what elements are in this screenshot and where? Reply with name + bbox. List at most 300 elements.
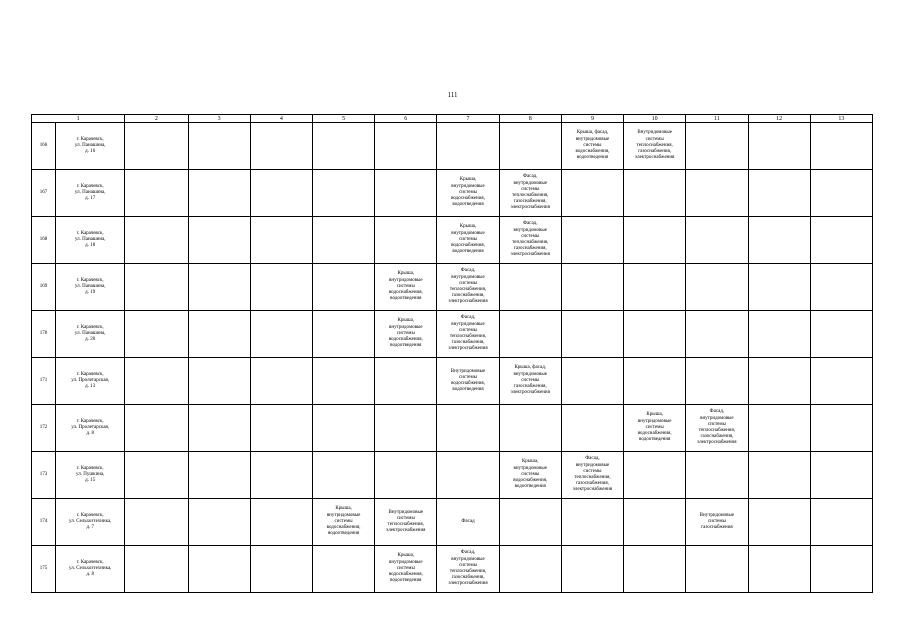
- work-cell-col-13: [810, 264, 872, 311]
- cell-line: Внутридомовые: [699, 512, 735, 518]
- column-header-6: 6: [375, 115, 437, 123]
- cell-line: д. 7: [86, 525, 94, 531]
- work-cell-col-9: [561, 358, 623, 405]
- work-cell-col-2: [125, 358, 188, 405]
- work-cell-col-11: [686, 311, 748, 358]
- cell-line: водоснабжения,: [637, 431, 672, 437]
- cell-line: внутридомовые: [451, 230, 485, 236]
- cell-line: ул. Панашина,: [74, 142, 106, 148]
- cell-line: д. 8: [86, 431, 94, 437]
- cell-line: электроснабжения: [448, 299, 488, 305]
- cell-line: Фасад,: [460, 550, 476, 556]
- cell-line: теплоснабжения,: [449, 334, 487, 339]
- work-cell-col-10: [624, 264, 686, 311]
- column-header-7: 7: [437, 115, 499, 123]
- cell-line: электроснабжения: [635, 155, 675, 161]
- row-number: 174: [32, 499, 56, 546]
- cell-line: ул. Сельхозтехника,: [68, 518, 112, 524]
- cell-line: водоснабжения,: [575, 149, 610, 155]
- cell-line: внутридомовые: [700, 415, 734, 421]
- work-cell-col-4: [250, 264, 312, 311]
- work-cell-col-13: [810, 311, 872, 358]
- cell-line: внутридомовые: [389, 277, 423, 283]
- cell-line: ул. Пролетарская,: [71, 377, 110, 383]
- work-cell-col-3: [188, 170, 250, 217]
- cell-line: Фасад,: [523, 221, 538, 227]
- work-cell-col-11: [686, 405, 748, 452]
- work-cell-col-13: [810, 546, 872, 593]
- cell-line: ул. Панашина,: [74, 283, 106, 289]
- work-cell-col-13: [810, 499, 872, 546]
- work-cell-col-13: [810, 170, 872, 217]
- work-cell-col-9: [561, 264, 623, 311]
- work-cell-col-8: [499, 311, 561, 358]
- cell-line: газоснабжения,: [513, 384, 547, 390]
- cell-line: системы: [458, 236, 478, 242]
- repair-schedule-table: [31, 114, 873, 593]
- row-number: 175: [32, 546, 56, 593]
- work-cell-col-5: [312, 311, 374, 358]
- column-header-2: 2: [125, 115, 188, 123]
- work-cell-col-13: [810, 217, 872, 264]
- building-address: [56, 405, 125, 452]
- work-cell-col-8: [499, 546, 561, 593]
- cell-line: внутридомовые: [451, 274, 485, 280]
- work-cell-col-3: [188, 499, 250, 546]
- building-address: [56, 170, 125, 217]
- table-row: [32, 264, 873, 311]
- work-cell-col-5: [312, 499, 374, 546]
- work-cell-col-7: [437, 452, 499, 499]
- work-cell-col-2: [125, 264, 188, 311]
- table-row: [32, 170, 873, 217]
- table-row: [32, 452, 873, 499]
- cell-line: Фасад: [461, 518, 475, 524]
- work-cell-col-12: [748, 123, 810, 170]
- cell-line: д. 18: [85, 243, 96, 249]
- building-address: [56, 123, 125, 170]
- building-address: [56, 217, 125, 264]
- work-cell-col-2: [125, 123, 188, 170]
- work-cell-col-7: [437, 405, 499, 452]
- work-cell-col-9: [561, 452, 623, 499]
- work-cell-col-5: [312, 264, 374, 311]
- cell-line: водоснабжения,: [451, 196, 485, 202]
- cell-line: внутридомовые: [451, 183, 485, 189]
- work-cell-col-8: [499, 170, 561, 217]
- cell-line: водоотведения: [327, 531, 360, 537]
- work-cell-col-11: [686, 264, 748, 311]
- cell-line: г. Карачевск,: [76, 230, 104, 236]
- cell-line: ул. Пушкина,: [75, 471, 105, 477]
- work-cell-col-10: [624, 452, 686, 499]
- work-cell-col-3: [188, 546, 250, 593]
- cell-line: системы: [396, 565, 415, 571]
- column-header-4: 4: [250, 115, 312, 123]
- cell-line: газоснабжения,: [700, 434, 734, 440]
- cell-line: системы: [583, 142, 602, 148]
- cell-line: Внутридомовые: [450, 368, 486, 374]
- table-body: [32, 123, 873, 593]
- cell-line: системы: [458, 280, 478, 286]
- table-row: [32, 217, 873, 264]
- work-cell-col-12: [748, 311, 810, 358]
- table-row: [32, 123, 873, 170]
- row-number: 168: [32, 217, 56, 264]
- cell-line: ул. Панашина,: [74, 330, 106, 336]
- cell-line: системы: [707, 421, 726, 427]
- work-cell-col-3: [188, 123, 250, 170]
- cell-line: теплоснабжения,: [512, 240, 549, 245]
- work-cell-col-11: [686, 217, 748, 264]
- work-cell-col-6: [375, 217, 437, 264]
- cell-line: электроснабжения: [697, 440, 737, 446]
- cell-line: газоснабжения,: [513, 246, 547, 252]
- row-number: 173: [32, 452, 56, 499]
- cell-line: Крыша,: [397, 271, 415, 277]
- work-cell-col-2: [125, 217, 188, 264]
- cell-line: г. Карачевск,: [76, 371, 104, 377]
- cell-line: Крыша,: [646, 412, 663, 418]
- cell-line: электроснабжения: [572, 487, 613, 493]
- header-row: [32, 115, 873, 123]
- work-cell-col-11: [686, 123, 748, 170]
- cell-line: Внутридомовые: [637, 130, 672, 136]
- cell-line: системы: [458, 189, 478, 195]
- work-cell-col-10: [624, 170, 686, 217]
- work-cell-col-2: [125, 452, 188, 499]
- work-cell-col-10: [624, 358, 686, 405]
- cell-line: системы: [396, 515, 415, 521]
- work-cell-col-12: [748, 170, 810, 217]
- cell-line: ул. Пролетарская,: [71, 424, 110, 430]
- work-cell-col-11: [686, 358, 748, 405]
- work-cell-col-2: [125, 405, 188, 452]
- work-cell-col-4: [250, 499, 312, 546]
- work-cell-col-8: [499, 264, 561, 311]
- work-cell-col-7: [437, 264, 499, 311]
- work-cell-col-6: [375, 123, 437, 170]
- work-cell-col-11: [686, 452, 748, 499]
- work-cell-col-10: [624, 405, 686, 452]
- column-header-13: 13: [810, 115, 872, 123]
- work-cell-col-8: [499, 358, 561, 405]
- work-cell-col-2: [125, 546, 188, 593]
- cell-line: водоотведения: [514, 484, 546, 490]
- work-cell-col-8: [499, 123, 561, 170]
- building-address: [56, 358, 125, 405]
- cell-line: системы: [334, 518, 353, 524]
- table-row: [32, 546, 873, 593]
- column-header-10: 10: [624, 115, 686, 123]
- work-cell-col-7: [437, 170, 499, 217]
- cell-line: Крыша,: [459, 224, 477, 230]
- building-address: [56, 546, 125, 593]
- cell-line: теплоснабжения,: [449, 287, 487, 292]
- cell-line: д. 20: [85, 337, 96, 343]
- building-address: [56, 452, 125, 499]
- cell-line: водоотведения: [452, 202, 484, 208]
- cell-line: газоснабжения: [701, 525, 733, 531]
- cell-line: г. Карачевск,: [76, 512, 104, 518]
- work-cell-col-4: [250, 311, 312, 358]
- work-cell-col-7: [437, 499, 499, 546]
- cell-line: Внутридомовые: [388, 509, 424, 515]
- cell-line: внутридомовые: [326, 512, 361, 518]
- cell-line: системы: [521, 186, 540, 192]
- table-header: [32, 115, 873, 123]
- work-cell-col-2: [125, 170, 188, 217]
- work-cell-col-10: [624, 499, 686, 546]
- cell-line: электроснабжения: [448, 581, 488, 587]
- work-cell-col-3: [188, 358, 250, 405]
- building-address: [56, 499, 125, 546]
- cell-line: г. Карачевск,: [76, 324, 104, 330]
- work-cell-col-9: [561, 499, 623, 546]
- work-cell-col-6: [375, 170, 437, 217]
- work-cell-col-6: [375, 405, 437, 452]
- cell-line: водоснабжения,: [388, 290, 423, 296]
- work-cell-col-5: [312, 546, 374, 593]
- work-cell-col-2: [125, 499, 188, 546]
- cell-line: внутридомовые: [513, 371, 547, 377]
- cell-line: д. 15: [85, 478, 96, 484]
- cell-line: Крыша, фасад,: [514, 365, 546, 371]
- work-cell-col-12: [748, 546, 810, 593]
- work-cell-col-8: [499, 217, 561, 264]
- cell-line: водоотведения: [576, 155, 609, 161]
- work-cell-col-6: [375, 546, 437, 593]
- cell-line: внутридомовые: [451, 556, 485, 562]
- work-cell-col-12: [748, 264, 810, 311]
- building-address: [56, 264, 125, 311]
- cell-line: д. 17: [85, 196, 96, 202]
- cell-line: водоснабжения,: [451, 243, 485, 249]
- cell-line: системы: [521, 471, 540, 477]
- row-number: 166: [32, 123, 56, 170]
- cell-line: внутридомовые: [513, 227, 547, 233]
- work-cell-col-10: [624, 123, 686, 170]
- work-cell-col-2: [125, 311, 188, 358]
- cell-line: водоотведения: [639, 437, 671, 443]
- cell-line: ул. Сельхозтехника,: [68, 565, 112, 571]
- work-cell-col-5: [312, 170, 374, 217]
- row-number: 170: [32, 311, 56, 358]
- work-cell-col-4: [250, 358, 312, 405]
- page-number: 111: [447, 91, 458, 99]
- work-cell-col-12: [748, 405, 810, 452]
- work-cell-col-3: [188, 452, 250, 499]
- cell-line: Фасад,: [460, 268, 476, 274]
- cell-line: Крыша,: [459, 177, 477, 183]
- cell-line: водоснабжения,: [326, 525, 361, 531]
- cell-line: газоснабжения,: [451, 293, 485, 299]
- work-cell-col-5: [312, 123, 374, 170]
- table-row: [32, 358, 873, 405]
- column-header-5: 5: [312, 115, 374, 123]
- cell-line: внутридомовые: [513, 180, 547, 186]
- cell-line: Крыша,: [397, 553, 415, 559]
- work-cell-col-3: [188, 405, 250, 452]
- cell-line: д. 19: [85, 290, 96, 296]
- cell-line: ул. Панашина,: [74, 189, 106, 195]
- cell-line: внутридомовые: [513, 465, 547, 471]
- column-header-3: 3: [188, 115, 250, 123]
- cell-line: г. Карачевск,: [76, 277, 104, 283]
- cell-line: водоснабжения,: [388, 337, 423, 343]
- row-number: 167: [32, 170, 56, 217]
- work-cell-col-13: [810, 405, 872, 452]
- work-cell-col-10: [624, 546, 686, 593]
- cell-line: теплоснабжения,: [512, 193, 549, 198]
- cell-line: Крыша,: [521, 459, 539, 465]
- work-cell-col-5: [312, 452, 374, 499]
- cell-line: водоотведения: [390, 578, 422, 584]
- cell-line: газоснабжения,: [513, 199, 547, 205]
- work-cell-col-12: [748, 499, 810, 546]
- cell-line: внутридомовые: [575, 136, 610, 142]
- work-cell-col-5: [312, 217, 374, 264]
- cell-line: системы: [521, 377, 540, 383]
- cell-line: водоснабжения,: [451, 381, 485, 386]
- work-cell-col-13: [810, 123, 872, 170]
- cell-line: водоотведения: [452, 249, 484, 255]
- work-cell-col-11: [686, 546, 748, 593]
- cell-line: газоснабжения,: [451, 340, 485, 346]
- work-cell-col-12: [748, 358, 810, 405]
- cell-line: теплоснабжения,: [387, 522, 424, 527]
- column-header-8: 8: [499, 115, 561, 123]
- work-cell-col-9: [561, 405, 623, 452]
- column-header-1: 1: [32, 115, 125, 123]
- work-cell-col-3: [188, 311, 250, 358]
- cell-line: внутридомовые: [389, 559, 423, 565]
- cell-line: водоотведения: [452, 387, 484, 393]
- cell-line: водоснабжения,: [388, 572, 423, 578]
- cell-line: системы: [583, 468, 602, 474]
- work-cell-col-8: [499, 405, 561, 452]
- work-cell-col-6: [375, 358, 437, 405]
- work-cell-col-8: [499, 499, 561, 546]
- row-number: 172: [32, 405, 56, 452]
- cell-line: Фасад,: [709, 409, 725, 415]
- work-cell-col-11: [686, 170, 748, 217]
- work-cell-col-3: [188, 217, 250, 264]
- cell-line: электроснабжения: [448, 346, 488, 352]
- cell-line: г. Карачевск,: [76, 418, 104, 424]
- cell-line: системы: [645, 424, 664, 430]
- work-cell-col-4: [250, 546, 312, 593]
- work-cell-col-7: [437, 123, 499, 170]
- cell-line: электроснабжения: [510, 252, 550, 258]
- work-cell-col-12: [748, 452, 810, 499]
- work-cell-col-9: [561, 123, 623, 170]
- cell-line: системы: [458, 374, 478, 380]
- cell-line: Фасад,: [460, 315, 476, 321]
- cell-line: Крыша, фасад,: [576, 130, 609, 136]
- work-cell-col-4: [250, 217, 312, 264]
- work-cell-col-9: [561, 311, 623, 358]
- work-cell-col-9: [561, 546, 623, 593]
- work-cell-col-4: [250, 170, 312, 217]
- cell-line: водоотведения: [390, 296, 422, 302]
- cell-line: Крыша,: [335, 506, 352, 512]
- work-cell-col-4: [250, 123, 312, 170]
- cell-line: водоотведения: [390, 343, 422, 349]
- cell-line: внутридомовые: [389, 324, 423, 330]
- cell-line: д. 13: [85, 384, 96, 390]
- work-cell-col-6: [375, 452, 437, 499]
- row-number: 169: [32, 264, 56, 311]
- work-cell-col-6: [375, 264, 437, 311]
- cell-line: системы: [458, 562, 478, 568]
- work-cell-col-13: [810, 358, 872, 405]
- work-cell-col-9: [561, 170, 623, 217]
- cell-line: теплоснабжения,: [636, 142, 673, 148]
- cell-line: Фасад,: [523, 174, 538, 180]
- work-cell-col-9: [561, 217, 623, 264]
- cell-line: Фасад,: [585, 456, 600, 462]
- cell-line: газоснабжения,: [451, 575, 485, 581]
- work-cell-col-7: [437, 311, 499, 358]
- work-cell-col-6: [375, 311, 437, 358]
- work-cell-col-7: [437, 546, 499, 593]
- cell-line: электроснабжения: [386, 528, 426, 534]
- cell-line: ул. Панашина,: [74, 236, 106, 242]
- cell-line: внутридомовые: [575, 462, 610, 468]
- cell-line: теплоснабжения,: [574, 475, 611, 480]
- work-cell-col-8: [499, 452, 561, 499]
- work-cell-col-7: [437, 358, 499, 405]
- work-cell-col-5: [312, 358, 374, 405]
- cell-line: электроснабжения: [510, 390, 550, 396]
- column-header-9: 9: [561, 115, 623, 123]
- cell-line: системы: [707, 518, 726, 524]
- cell-line: г. Карачевск,: [76, 136, 104, 142]
- cell-line: газоснабжения,: [576, 481, 609, 487]
- cell-line: внутридомовые: [637, 418, 672, 424]
- work-cell-col-6: [375, 499, 437, 546]
- work-cell-col-4: [250, 452, 312, 499]
- column-header-11: 11: [686, 115, 748, 123]
- cell-line: водоснабжения,: [513, 478, 548, 484]
- cell-line: внутридомовые: [451, 321, 485, 327]
- building-address: [56, 311, 125, 358]
- cell-line: теплоснабжения,: [698, 428, 736, 433]
- work-cell-col-12: [748, 217, 810, 264]
- cell-line: системы: [645, 136, 664, 142]
- cell-line: д. 16: [85, 149, 96, 155]
- cell-line: газоснабжения,: [638, 149, 672, 155]
- row-number: 171: [32, 358, 56, 405]
- cell-line: д. 8: [86, 572, 94, 578]
- table-row: [32, 311, 873, 358]
- cell-line: системы: [396, 330, 415, 336]
- work-cell-col-4: [250, 405, 312, 452]
- cell-line: г. Карачевск,: [76, 465, 104, 471]
- work-cell-col-7: [437, 217, 499, 264]
- table-row: [32, 405, 873, 452]
- work-cell-col-3: [188, 264, 250, 311]
- work-cell-col-10: [624, 217, 686, 264]
- cell-line: теплоснабжения,: [449, 569, 487, 574]
- work-cell-col-5: [312, 405, 374, 452]
- cell-line: электроснабжения: [510, 205, 550, 211]
- cell-line: системы: [521, 233, 540, 239]
- work-cell-col-11: [686, 499, 748, 546]
- column-header-12: 12: [748, 115, 810, 123]
- cell-line: Крыша,: [397, 318, 415, 324]
